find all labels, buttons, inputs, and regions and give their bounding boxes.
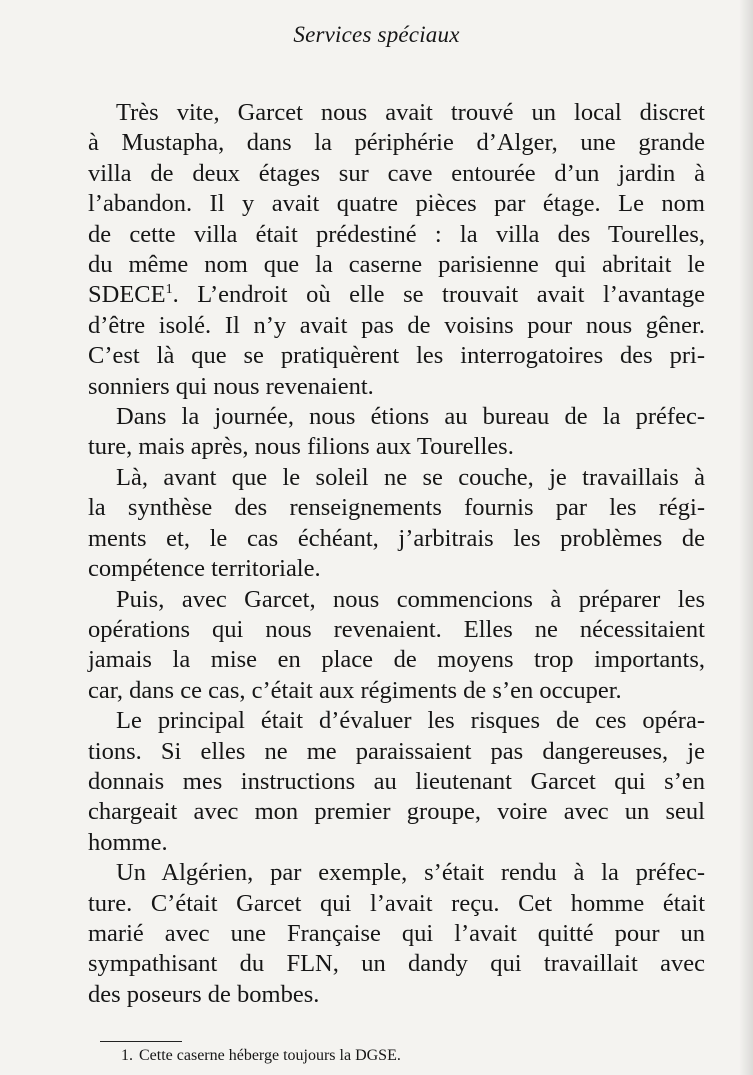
text-line: ments et, le cas échéant, j’arbitrais les problèmes de: [88, 524, 705, 552]
text-line: homme.: [88, 828, 168, 856]
text-line: Là, avant que le soleil ne se couche, je travaillais à: [116, 463, 705, 491]
text-line: compétence territoriale.: [88, 555, 321, 583]
footnote: [121, 1047, 401, 1065]
text-line: ture. C’était Garcet qui l’avait reçu. Cet homme était: [88, 889, 705, 917]
text-line: Le principal était d’évaluer les risques de ces opéra-: [116, 707, 705, 735]
paragraph-2: [88, 402, 705, 463]
text-line: jamais la mise en place de moyens trop importants,: [88, 646, 705, 674]
page-edge-shadow: [739, 0, 753, 1075]
paragraph-4: [88, 585, 705, 707]
paragraph-5: [88, 706, 705, 858]
text-line: Puis, avec Garcet, nous commencions à préparer les: [116, 585, 705, 613]
text-line: la synthèse des renseignements fournis par les régi-: [88, 494, 705, 522]
text-line: sonniers qui nous revenaient.: [88, 372, 374, 400]
text-line: tions. Si elles ne me paraissaient pas dangereuses, je: [88, 737, 705, 765]
text-line: d’être isolé. Il n’y avait pas de voisins pour nous gêner.: [88, 311, 705, 339]
text-line: Un Algérien, par exemple, s’était rendu à la préfec-: [116, 859, 705, 887]
text-line: chargeait avec mon premier groupe, voire avec un seul: [88, 798, 705, 826]
text-line: marié avec une Française qui l’avait quitté pour un: [88, 919, 705, 947]
text-line: donnais mes instructions au lieutenant Garcet qui s’en: [88, 767, 705, 795]
text-line-with-footnote: [88, 280, 705, 310]
text-line: des poseurs de bombes.: [88, 980, 320, 1008]
text-line: villa de deux étages sur cave entourée d’un jardin à: [88, 159, 705, 187]
body-text: [88, 98, 705, 1010]
text-line: car, dans ce cas, c’était aux régiments de s’en occuper.: [88, 676, 622, 704]
footnote-divider: [100, 1041, 182, 1042]
line-rest: . L’endroit où elle se trouvait avait l’avantage: [172, 281, 705, 309]
text-line: à Mustapha, dans la périphérie d’Alger, une grande: [88, 129, 705, 157]
text-line: C’est là que se pratiquèrent les interrogatoires des pri-: [88, 342, 705, 370]
text-line: du même nom que la caserne parisienne qui abritait le: [88, 251, 705, 279]
footnote-reference[interactable]: 1: [165, 282, 173, 298]
text-line: ture, mais après, nous filions aux Tourelles.: [88, 433, 514, 461]
paragraph-6: [88, 858, 705, 1010]
text-line: sympathisant du FLN, un dandy qui travaillait avec: [88, 950, 705, 978]
text-line: l’abandon. Il y avait quatre pièces par étage. Le nom: [88, 190, 705, 218]
paragraph-1: [88, 98, 705, 402]
footnote-number: 1.: [121, 1047, 133, 1064]
paragraph-3: [88, 463, 705, 585]
text-line: opérations qui nous revenaient. Elles ne nécessitaient: [88, 615, 705, 643]
text-line: de cette villa était prédestiné : la villa des Tourelles,: [88, 220, 705, 248]
footnote-text: Cette caserne héberge toujours la DGSE.: [139, 1047, 401, 1064]
sdece-word: SDECE: [88, 281, 166, 309]
text-line: Dans la journée, nous étions au bureau de la préfec-: [116, 403, 705, 431]
running-header: Services spéciaux: [293, 22, 460, 47]
text-line: Très vite, Garcet nous avait trouvé un local discret: [116, 99, 705, 126]
